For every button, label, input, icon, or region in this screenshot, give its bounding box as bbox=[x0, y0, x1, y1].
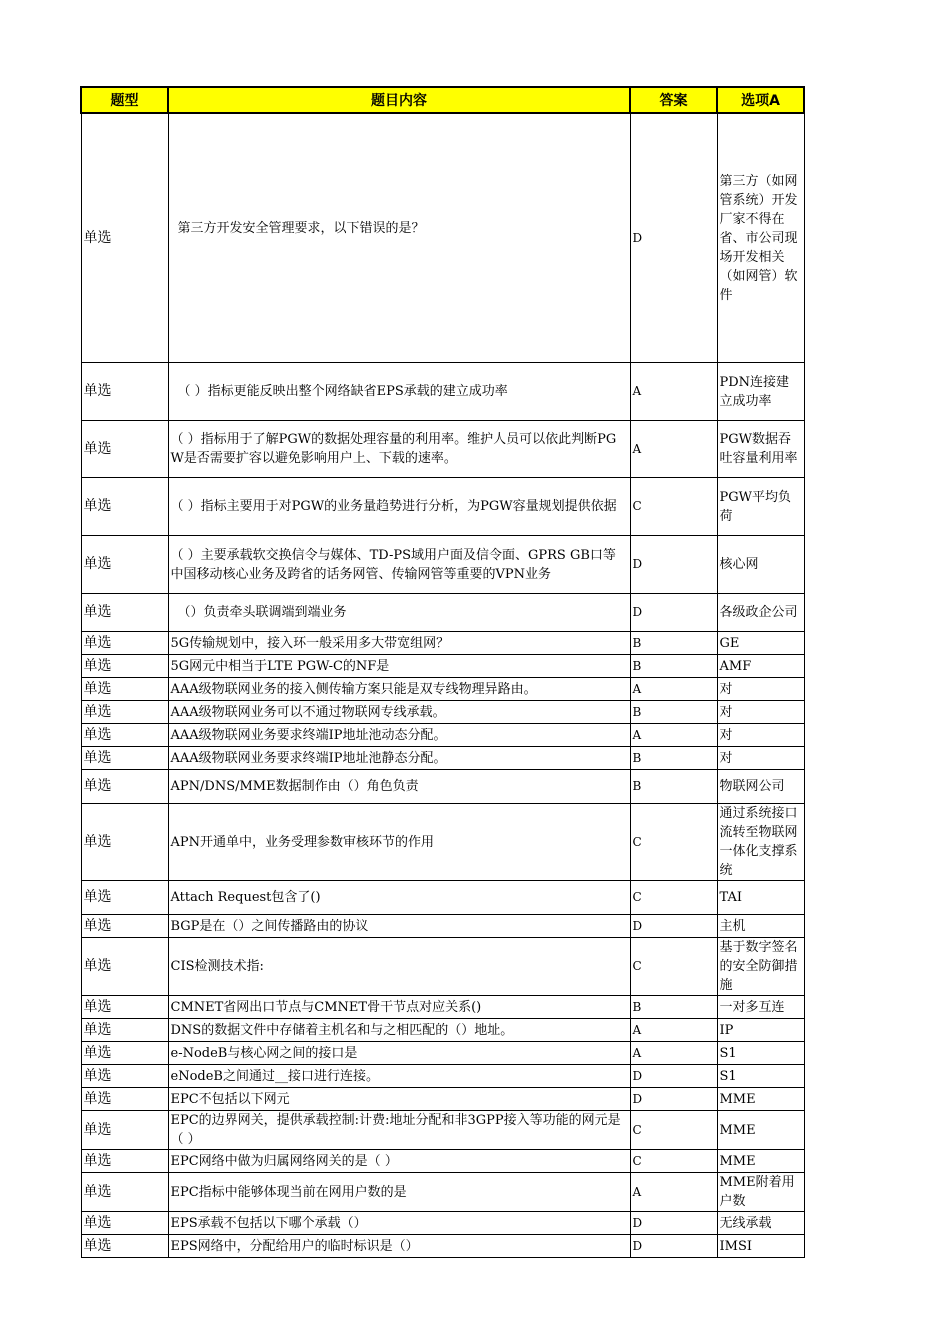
type-cell: 单选 bbox=[81, 478, 168, 536]
table-row bbox=[81, 655, 804, 678]
option-a-cell: 物联网公司 bbox=[717, 770, 804, 804]
type-cell: 单选 bbox=[81, 1150, 168, 1173]
answer-cell: B bbox=[630, 996, 717, 1019]
table-row bbox=[81, 363, 804, 421]
option-a-cell: IMSI bbox=[717, 1235, 804, 1258]
type-cell: 单选 bbox=[81, 1212, 168, 1235]
table-row bbox=[81, 113, 804, 363]
answer-cell: D bbox=[630, 1212, 717, 1235]
option-a-cell: S1 bbox=[717, 1065, 804, 1088]
question-cell: 5G网元中相当于LTE PGW-C的NF是 bbox=[168, 655, 630, 678]
option-a-cell: TAI bbox=[717, 881, 804, 915]
question-cell: CIS检测技术指: bbox=[168, 938, 630, 996]
table-row bbox=[81, 938, 804, 996]
question-cell: （ ）指标主要用于对PGW的业务量趋势进行分析，为PGW容量规划提供依据 bbox=[168, 478, 630, 536]
question-cell: EPS承载不包括以下哪个承载（） bbox=[168, 1212, 630, 1235]
question-cell: （ ）指标用于了解PGW的数据处理容量的利用率。维护人员可以依此判断PGW是否需要扩容以避免影响用户上、下载的速率。 bbox=[168, 421, 630, 478]
question-cell: 5G传输规划中，接入环一般采用多大带宽组网？ bbox=[168, 632, 630, 655]
table-row bbox=[81, 536, 804, 594]
question-cell: CMNET省网出口节点与CMNET骨干节点对应关系() bbox=[168, 996, 630, 1019]
type-cell: 单选 bbox=[81, 678, 168, 701]
option-a-cell: PDN连接建立成功率 bbox=[717, 363, 804, 421]
question-cell: eNodeB之间通过__接口进行连接。 bbox=[168, 1065, 630, 1088]
type-cell: 单选 bbox=[81, 1173, 168, 1212]
header-row bbox=[81, 87, 804, 113]
question-cell: EPC的边界网关，提供承载控制:计费:地址分配和非3GPP接入等功能的网元是（ ） bbox=[168, 1111, 630, 1150]
answer-cell: A bbox=[630, 421, 717, 478]
header-option-a: 选项A bbox=[717, 87, 804, 113]
answer-cell: D bbox=[630, 536, 717, 594]
option-a-cell: MME bbox=[717, 1150, 804, 1173]
header-type: 题型 bbox=[81, 87, 168, 113]
type-cell: 单选 bbox=[81, 421, 168, 478]
question-table bbox=[80, 86, 805, 1258]
type-cell: 单选 bbox=[81, 363, 168, 421]
option-a-cell: 基于数字签名的安全防御措施 bbox=[717, 938, 804, 996]
option-a-cell: S1 bbox=[717, 1042, 804, 1065]
type-cell: 单选 bbox=[81, 804, 168, 881]
type-cell: 单选 bbox=[81, 881, 168, 915]
table-body bbox=[81, 113, 804, 1258]
option-a-cell: 核心网 bbox=[717, 536, 804, 594]
answer-cell: B bbox=[630, 632, 717, 655]
question-cell: AAA级物联网业务的接入侧传输方案只能是双专线物理异路由。 bbox=[168, 678, 630, 701]
table-row bbox=[81, 421, 804, 478]
table-row bbox=[81, 1150, 804, 1173]
type-cell: 单选 bbox=[81, 113, 168, 363]
question-cell: AAA级物联网业务可以不通过物联网专线承载。 bbox=[168, 701, 630, 724]
answer-cell: C bbox=[630, 1111, 717, 1150]
table-row bbox=[81, 1088, 804, 1111]
question-cell: EPS网络中，分配给用户的临时标识是（） bbox=[168, 1235, 630, 1258]
type-cell: 单选 bbox=[81, 1088, 168, 1111]
answer-cell: C bbox=[630, 478, 717, 536]
question-cell: 第三方开发安全管理要求，以下错误的是？ bbox=[168, 113, 630, 363]
question-cell: EPC网络中做为归属网络网关的是（ ） bbox=[168, 1150, 630, 1173]
answer-cell: A bbox=[630, 1042, 717, 1065]
table-row bbox=[81, 701, 804, 724]
table-row bbox=[81, 678, 804, 701]
table-row bbox=[81, 1235, 804, 1258]
answer-cell: B bbox=[630, 655, 717, 678]
option-a-cell: MME bbox=[717, 1088, 804, 1111]
table-row bbox=[81, 1173, 804, 1212]
type-cell: 单选 bbox=[81, 1235, 168, 1258]
answer-cell: C bbox=[630, 1150, 717, 1173]
table-row bbox=[81, 915, 804, 938]
answer-cell: B bbox=[630, 747, 717, 770]
table-row bbox=[81, 1019, 804, 1042]
answer-cell: A bbox=[630, 1019, 717, 1042]
answer-cell: C bbox=[630, 804, 717, 881]
answer-cell: C bbox=[630, 881, 717, 915]
table-row bbox=[81, 881, 804, 915]
type-cell: 单选 bbox=[81, 747, 168, 770]
header-answer: 答案 bbox=[630, 87, 717, 113]
option-a-cell: MME bbox=[717, 1111, 804, 1150]
answer-cell: A bbox=[630, 363, 717, 421]
question-cell: EPC不包括以下网元 bbox=[168, 1088, 630, 1111]
option-a-cell: PGW平均负荷 bbox=[717, 478, 804, 536]
type-cell: 单选 bbox=[81, 594, 168, 632]
option-a-cell: 各级政企公司 bbox=[717, 594, 804, 632]
option-a-cell: 一对多互连 bbox=[717, 996, 804, 1019]
table-row bbox=[81, 804, 804, 881]
type-cell: 单选 bbox=[81, 996, 168, 1019]
table-row bbox=[81, 1111, 804, 1150]
option-a-cell: GE bbox=[717, 632, 804, 655]
type-cell: 单选 bbox=[81, 1111, 168, 1150]
type-cell: 单选 bbox=[81, 701, 168, 724]
table-row bbox=[81, 1212, 804, 1235]
question-cell: e-NodeB与核心网之间的接口是 bbox=[168, 1042, 630, 1065]
question-cell: APN/DNS/MME数据制作由（）角色负责 bbox=[168, 770, 630, 804]
type-cell: 单选 bbox=[81, 938, 168, 996]
table-row bbox=[81, 1065, 804, 1088]
answer-cell: A bbox=[630, 1173, 717, 1212]
table-row bbox=[81, 724, 804, 747]
option-a-cell: 对 bbox=[717, 701, 804, 724]
table-row bbox=[81, 632, 804, 655]
option-a-cell: MME附着用户数 bbox=[717, 1173, 804, 1212]
table-row bbox=[81, 996, 804, 1019]
question-cell: （ ）指标更能反映出整个网络缺省EPS承载的建立成功率 bbox=[168, 363, 630, 421]
type-cell: 单选 bbox=[81, 1065, 168, 1088]
question-cell: （ ）主要承载软交换信令与媒体、TD-PS域用户面及信令面、GPRS GB口等中国移动核心业务及跨省的话务网管、传输网管等重要的VPN业务 bbox=[168, 536, 630, 594]
answer-cell: D bbox=[630, 915, 717, 938]
answer-cell: C bbox=[630, 938, 717, 996]
answer-cell: D bbox=[630, 113, 717, 363]
option-a-cell: 主机 bbox=[717, 915, 804, 938]
answer-cell: D bbox=[630, 1088, 717, 1111]
answer-cell: D bbox=[630, 594, 717, 632]
table-row bbox=[81, 594, 804, 632]
type-cell: 单选 bbox=[81, 1042, 168, 1065]
question-cell: AAA级物联网业务要求终端IP地址池动态分配。 bbox=[168, 724, 630, 747]
option-a-cell: 通过系统接口流转至物联网一体化支撑系统 bbox=[717, 804, 804, 881]
type-cell: 单选 bbox=[81, 536, 168, 594]
answer-cell: A bbox=[630, 724, 717, 747]
question-cell: Attach Request包含了() bbox=[168, 881, 630, 915]
question-cell: APN开通单中，业务受理参数审核环节的作用 bbox=[168, 804, 630, 881]
table-row bbox=[81, 770, 804, 804]
option-a-cell: 无线承载 bbox=[717, 1212, 804, 1235]
option-a-cell: IP bbox=[717, 1019, 804, 1042]
type-cell: 单选 bbox=[81, 632, 168, 655]
header-question: 题目内容 bbox=[168, 87, 630, 113]
question-cell: AAA级物联网业务要求终端IP地址池静态分配。 bbox=[168, 747, 630, 770]
answer-cell: B bbox=[630, 701, 717, 724]
question-cell: BGP是在（）之间传播路由的协议 bbox=[168, 915, 630, 938]
table-row bbox=[81, 1042, 804, 1065]
answer-cell: A bbox=[630, 678, 717, 701]
option-a-cell: AMF bbox=[717, 655, 804, 678]
option-a-cell: 对 bbox=[717, 747, 804, 770]
option-a-cell: 对 bbox=[717, 724, 804, 747]
table-row bbox=[81, 747, 804, 770]
question-cell: （）负责牵头联调端到端业务 bbox=[168, 594, 630, 632]
type-cell: 单选 bbox=[81, 724, 168, 747]
answer-cell: D bbox=[630, 1235, 717, 1258]
question-cell: EPC指标中能够体现当前在网用户数的是 bbox=[168, 1173, 630, 1212]
option-a-cell: PGW数据吞吐容量利用率 bbox=[717, 421, 804, 478]
option-a-cell: 第三方（如网管系统）开发厂家不得在省、市公司现场开发相关（如网管）软件 bbox=[717, 113, 804, 363]
answer-cell: D bbox=[630, 1065, 717, 1088]
type-cell: 单选 bbox=[81, 770, 168, 804]
option-a-cell: 对 bbox=[717, 678, 804, 701]
type-cell: 单选 bbox=[81, 655, 168, 678]
type-cell: 单选 bbox=[81, 915, 168, 938]
table-row bbox=[81, 478, 804, 536]
answer-cell: B bbox=[630, 770, 717, 804]
type-cell: 单选 bbox=[81, 1019, 168, 1042]
question-cell: DNS的数据文件中存储着主机名和与之相匹配的（）地址。 bbox=[168, 1019, 630, 1042]
